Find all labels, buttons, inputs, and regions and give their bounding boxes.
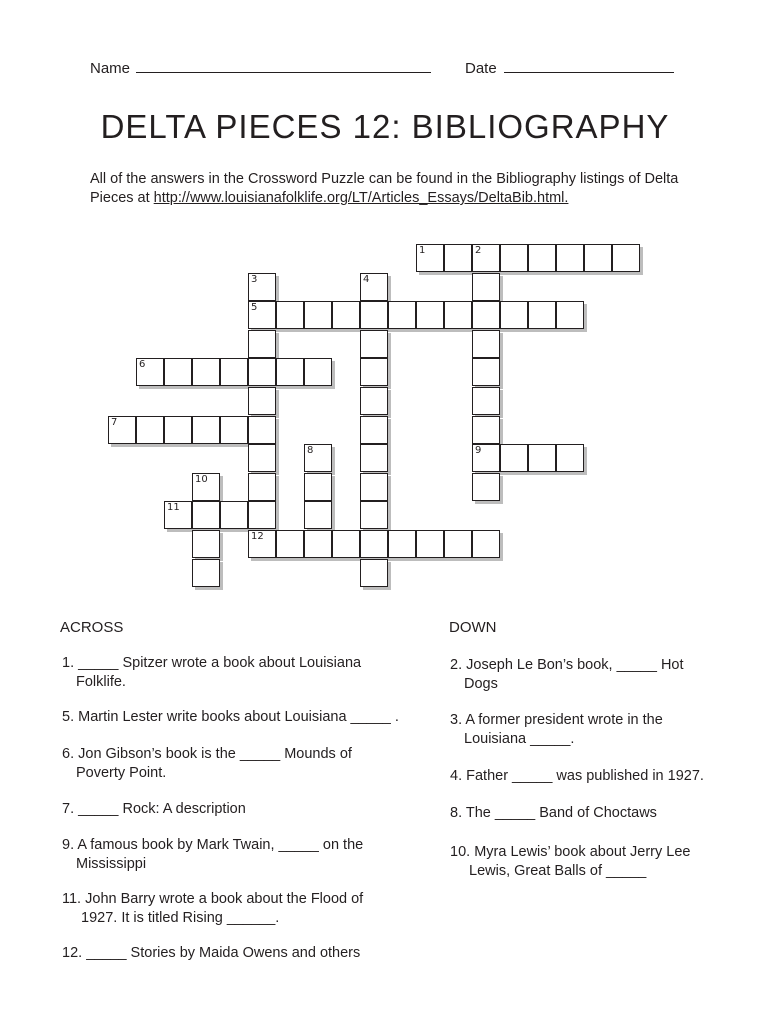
crossword-cell[interactable] bbox=[248, 501, 276, 529]
date-label: Date bbox=[465, 60, 497, 77]
down-clue bbox=[450, 656, 750, 694]
crossword-cell[interactable] bbox=[304, 473, 332, 501]
crossword-cell[interactable] bbox=[556, 444, 584, 472]
crossword-cell[interactable] bbox=[472, 244, 500, 272]
crossword-cell[interactable] bbox=[304, 444, 332, 472]
crossword-cell[interactable] bbox=[192, 358, 220, 386]
crossword-cell[interactable] bbox=[416, 244, 444, 272]
clue-number: 4. bbox=[450, 768, 463, 784]
crossword-cell[interactable] bbox=[248, 387, 276, 415]
crossword-cell[interactable] bbox=[472, 330, 500, 358]
intro-text: All of the answers in the Crossword Puzzle can be found in the Bibliography listings of Delta Pieces at bbox=[90, 171, 679, 206]
crossword-cell[interactable] bbox=[248, 530, 276, 558]
down-clue bbox=[450, 767, 750, 786]
crossword-cell[interactable] bbox=[500, 444, 528, 472]
crossword-cell[interactable] bbox=[360, 330, 388, 358]
crossword-cell[interactable] bbox=[192, 416, 220, 444]
across-clue bbox=[62, 708, 442, 727]
crossword-cell[interactable] bbox=[472, 530, 500, 558]
crossword-cell[interactable] bbox=[500, 301, 528, 329]
across-clue bbox=[62, 800, 442, 819]
crossword-cell[interactable] bbox=[276, 358, 304, 386]
clue-number: 12 bbox=[251, 531, 264, 542]
across-clue bbox=[62, 836, 442, 874]
crossword-cell[interactable] bbox=[304, 501, 332, 529]
clue-text: Myra Lewis’ book about Jerry Lee bbox=[474, 844, 691, 860]
clue-text-continued: Poverty Point. bbox=[76, 765, 167, 781]
clue-number: 1 bbox=[419, 245, 426, 256]
crossword-cell[interactable] bbox=[388, 530, 416, 558]
clue-number: 3 bbox=[251, 273, 258, 285]
crossword-cell[interactable] bbox=[304, 301, 332, 329]
crossword-cell[interactable] bbox=[276, 530, 304, 558]
down-clue bbox=[450, 804, 750, 823]
clue-text: _____ Spitzer wrote a book about Louisiana bbox=[78, 655, 362, 671]
crossword-cell[interactable] bbox=[556, 244, 584, 272]
crossword-cell[interactable] bbox=[584, 244, 612, 272]
crossword-cell[interactable] bbox=[248, 358, 276, 386]
clue-text: Jon Gibson’s book is the _____ Mounds of bbox=[78, 746, 352, 762]
crossword-cell[interactable] bbox=[360, 273, 388, 301]
clue-text-continued: Louisiana _____. bbox=[464, 731, 575, 747]
clue-number: 11 bbox=[167, 502, 180, 514]
crossword-cell[interactable] bbox=[472, 358, 500, 386]
crossword-cell[interactable] bbox=[472, 444, 500, 472]
clue-text: _____ Stories by Maida Owens and others bbox=[86, 945, 361, 961]
crossword-cell[interactable] bbox=[360, 416, 388, 444]
clue-number: 11. bbox=[62, 891, 82, 907]
clue-number: 7. bbox=[62, 801, 75, 817]
crossword-cell[interactable] bbox=[108, 416, 136, 444]
crossword-cell[interactable] bbox=[472, 416, 500, 444]
crossword-cell[interactable] bbox=[360, 387, 388, 415]
name-label: Name bbox=[90, 60, 131, 77]
across-clue bbox=[62, 890, 442, 928]
clue-text: The _____ Band of Choctaws bbox=[465, 805, 657, 821]
crossword-cell[interactable] bbox=[220, 358, 248, 386]
clue-text: _____ Rock: A description bbox=[78, 801, 246, 817]
crossword-cell[interactable] bbox=[248, 473, 276, 501]
crossword-cell[interactable] bbox=[304, 530, 332, 558]
crossword-cell[interactable] bbox=[220, 501, 248, 529]
across-clue bbox=[62, 944, 442, 963]
crossword-cell[interactable] bbox=[164, 416, 192, 444]
clue-number: 5 bbox=[251, 302, 258, 314]
crossword-cell[interactable] bbox=[192, 559, 220, 587]
down-clue bbox=[450, 711, 750, 749]
clue-number: 10. bbox=[450, 844, 471, 860]
clue-number: 8 bbox=[307, 445, 314, 457]
clue-text: A former president wrote in the bbox=[465, 712, 663, 728]
crossword-cell[interactable] bbox=[304, 358, 332, 386]
down-heading: DOWN bbox=[449, 619, 497, 636]
clue-number: 9. bbox=[62, 837, 75, 853]
clue-number: 2. bbox=[450, 657, 463, 673]
clue-number: 1. bbox=[62, 655, 75, 671]
clue-text-continued: Lewis, Great Balls of _____ bbox=[469, 863, 647, 879]
crossword-cell[interactable] bbox=[416, 530, 444, 558]
crossword-cell[interactable] bbox=[248, 273, 276, 301]
clue-number: 6. bbox=[62, 746, 75, 762]
intro-paragraph bbox=[90, 170, 690, 208]
crossword-cell[interactable] bbox=[500, 244, 528, 272]
clue-number: 5. bbox=[62, 709, 75, 725]
clue-number: 12. bbox=[62, 945, 83, 961]
clue-number: 6 bbox=[139, 359, 146, 371]
clue-text: Father _____ was published in 1927. bbox=[466, 768, 704, 784]
crossword-cell[interactable] bbox=[276, 301, 304, 329]
clue-text-continued: Dogs bbox=[464, 676, 498, 692]
crossword-cell[interactable] bbox=[164, 358, 192, 386]
across-clue bbox=[62, 745, 442, 783]
crossword-cell[interactable] bbox=[388, 301, 416, 329]
across-heading: ACROSS bbox=[60, 619, 124, 636]
crossword-cell[interactable] bbox=[192, 501, 220, 529]
crossword-cell[interactable] bbox=[332, 530, 360, 558]
clue-number: 2 bbox=[475, 245, 482, 256]
crossword-cell[interactable] bbox=[136, 416, 164, 444]
clue-text: John Barry wrote a book about the Flood of bbox=[85, 891, 364, 907]
crossword-cell[interactable] bbox=[444, 244, 472, 272]
down-clue bbox=[450, 843, 750, 881]
crossword-cell[interactable] bbox=[472, 387, 500, 415]
clue-text-continued: 1927. It is titled Rising ______. bbox=[81, 910, 280, 926]
crossword-cell[interactable] bbox=[360, 444, 388, 472]
crossword-cell[interactable] bbox=[528, 444, 556, 472]
crossword-cell[interactable] bbox=[248, 416, 276, 444]
crossword-cell[interactable] bbox=[556, 301, 584, 329]
clue-text: Joseph Le Bon’s book, _____ Hot bbox=[466, 657, 684, 673]
across-clue bbox=[62, 654, 442, 692]
page-title: DELTA PIECES 12: BIBLIOGRAPHY bbox=[100, 108, 670, 145]
crossword-cell[interactable] bbox=[416, 301, 444, 329]
crossword-cell[interactable] bbox=[248, 330, 276, 358]
crossword-cell[interactable] bbox=[248, 444, 276, 472]
clue-number: 8. bbox=[450, 805, 463, 821]
crossword-cell[interactable] bbox=[360, 301, 388, 329]
crossword-cell[interactable] bbox=[472, 301, 500, 329]
clue-text-continued: Folklife. bbox=[76, 674, 126, 690]
crossword-cell[interactable] bbox=[612, 244, 640, 272]
crossword-cell[interactable] bbox=[248, 301, 276, 329]
clue-number: 7 bbox=[111, 416, 118, 428]
crossword-cell[interactable] bbox=[360, 358, 388, 386]
crossword-cell[interactable] bbox=[472, 473, 500, 501]
name-field-line[interactable] bbox=[136, 72, 431, 73]
date-field-line[interactable] bbox=[504, 72, 674, 73]
crossword-cell[interactable] bbox=[220, 416, 248, 444]
crossword-cell[interactable] bbox=[360, 473, 388, 501]
crossword-cell[interactable] bbox=[192, 530, 220, 558]
crossword-cell[interactable] bbox=[360, 530, 388, 558]
crossword-cell[interactable] bbox=[528, 301, 556, 329]
crossword-cell[interactable] bbox=[444, 301, 472, 329]
clue-text-continued: Mississippi bbox=[76, 856, 147, 872]
clue-number: 10 bbox=[195, 473, 208, 485]
crossword-cell[interactable] bbox=[192, 473, 220, 501]
crossword-cell[interactable] bbox=[332, 301, 360, 329]
crossword-cell[interactable] bbox=[444, 530, 472, 558]
crossword-cell[interactable] bbox=[136, 358, 164, 386]
crossword-cell[interactable] bbox=[360, 501, 388, 529]
clue-text: Martin Lester write books about Louisiana _____ . bbox=[78, 709, 399, 725]
clue-number: 4 bbox=[363, 273, 370, 285]
clue-number: 3. bbox=[450, 712, 463, 728]
clue-number: 9 bbox=[475, 445, 482, 457]
crossword-cell[interactable] bbox=[164, 501, 192, 529]
crossword-cell[interactable] bbox=[472, 273, 500, 301]
clue-text: A famous book by Mark Twain, _____ on the bbox=[77, 837, 364, 853]
crossword-cell[interactable] bbox=[360, 559, 388, 587]
crossword-cell[interactable] bbox=[528, 244, 556, 272]
bibliography-link[interactable]: http://www.louisianafolklife.org/LT/Articles_Essays/DeltaBib.html. bbox=[153, 190, 569, 206]
